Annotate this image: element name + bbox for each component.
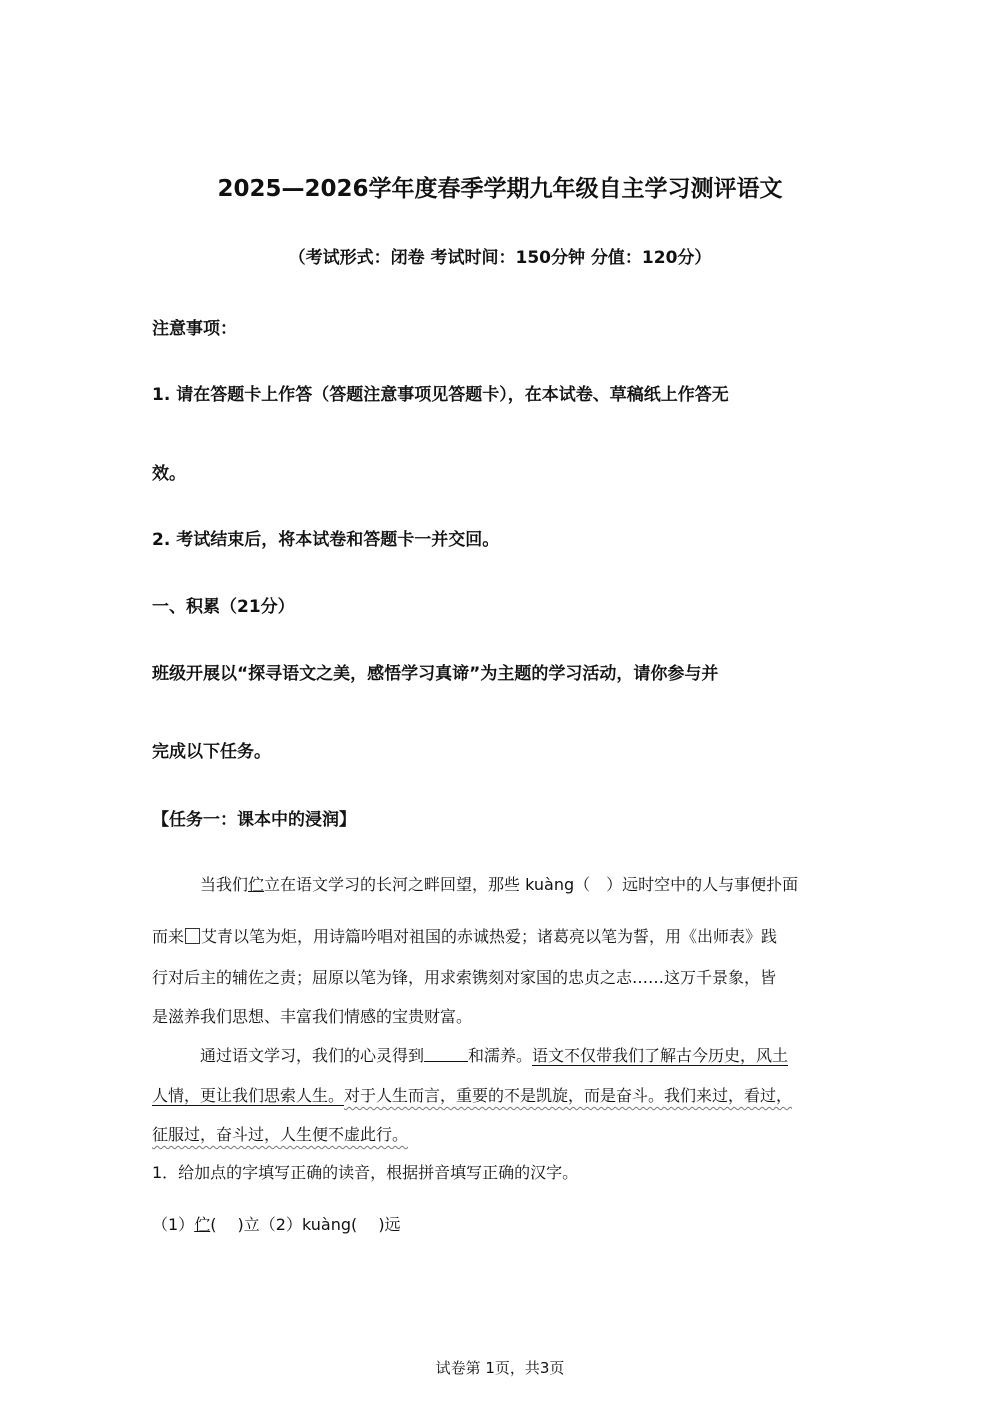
passage-text: 立在语文学习的长河之畔回望，那些 kuàng（ ）远时空中的人与事便扑面 [264, 875, 799, 894]
passage-text: 和濡养。 [468, 1046, 533, 1065]
page-footer: 试卷第 1页，共3页 [435, 1359, 565, 1377]
notice-item-1: 1. 请在答题卡上作答（答题注意事项见答题卡），在本试卷、草稿纸上作答无 [152, 385, 729, 405]
notice-item-2: 2. 考试结束后，将本试卷和答题卡一并交回。 [152, 530, 500, 550]
underlined-sentence: 语文不仅带我们了解古今历史，风土 [532, 1046, 789, 1065]
wavy-sentence: 征服过，奋斗过，人生便不虚此行。 [152, 1125, 409, 1144]
passage-text: 通过语文学习，我们的心灵得到 [200, 1046, 425, 1065]
part-label: （1） [152, 1215, 195, 1234]
notice-heading: 注意事项： [152, 319, 237, 339]
question-1-prompt: 1．给加点的字填写正确的读音，根据拼音填写正确的汉字。 [152, 1163, 579, 1182]
passage-text: 而来 [152, 927, 185, 946]
dotted-char: 伫 [194, 1215, 211, 1234]
section-heading: 一、积累（21分） [152, 597, 295, 617]
fill-blank[interactable] [424, 1047, 468, 1062]
passage-text: 当我们 [200, 875, 249, 894]
notice-item-1-cont: 效。 [152, 464, 186, 484]
task-heading: 【任务一：课本中的浸润】 [152, 810, 356, 830]
section-intro-cont: 完成以下任务。 [152, 742, 271, 762]
underlined-sentence: 人情，更让我们思索人生。 [152, 1086, 345, 1105]
passage-line: 行对后主的辅佐之责；屈原以笔为锋，用求索镌刻对家国的忠贞之志……这万千景象，皆 [152, 968, 777, 987]
passage-line [200, 872, 798, 895]
exam-title: 2025—2026学年度春季学期九年级自主学习测评语文 [217, 176, 783, 202]
part-label: （2） [259, 1215, 302, 1234]
passage-line [152, 1122, 408, 1145]
section-intro: 班级开展以“探寻语文之美，感悟学习真谛”为主题的学习活动，请你参与并 [152, 664, 719, 684]
dotted-char: 伫 [248, 875, 265, 894]
passage-line: 是滋养我们思想、丰富我们情感的宝贵财富。 [152, 1007, 473, 1026]
wavy-sentence: 对于人生而言，重要的不是凯旋，而是奋斗。我们来过，看过， [344, 1086, 793, 1105]
answer-slot[interactable]: kuàng( )远 [301, 1215, 401, 1234]
passage-line [152, 924, 777, 947]
exam-subtitle: （考试形式：闭卷 考试时间：150分钟 分值：120分） [288, 248, 712, 268]
answer-slot[interactable]: ( )立 [210, 1215, 260, 1234]
question-1-parts [152, 1212, 401, 1235]
passage-line [152, 1083, 792, 1106]
passage-text: 艾青以笔为炬，用诗篇吟唱对祖国的赤诚热爱；诸葛亮以笔为誓，用《出师表》践 [201, 927, 778, 946]
punctuation-box[interactable] [185, 928, 200, 944]
passage-line [200, 1043, 788, 1066]
